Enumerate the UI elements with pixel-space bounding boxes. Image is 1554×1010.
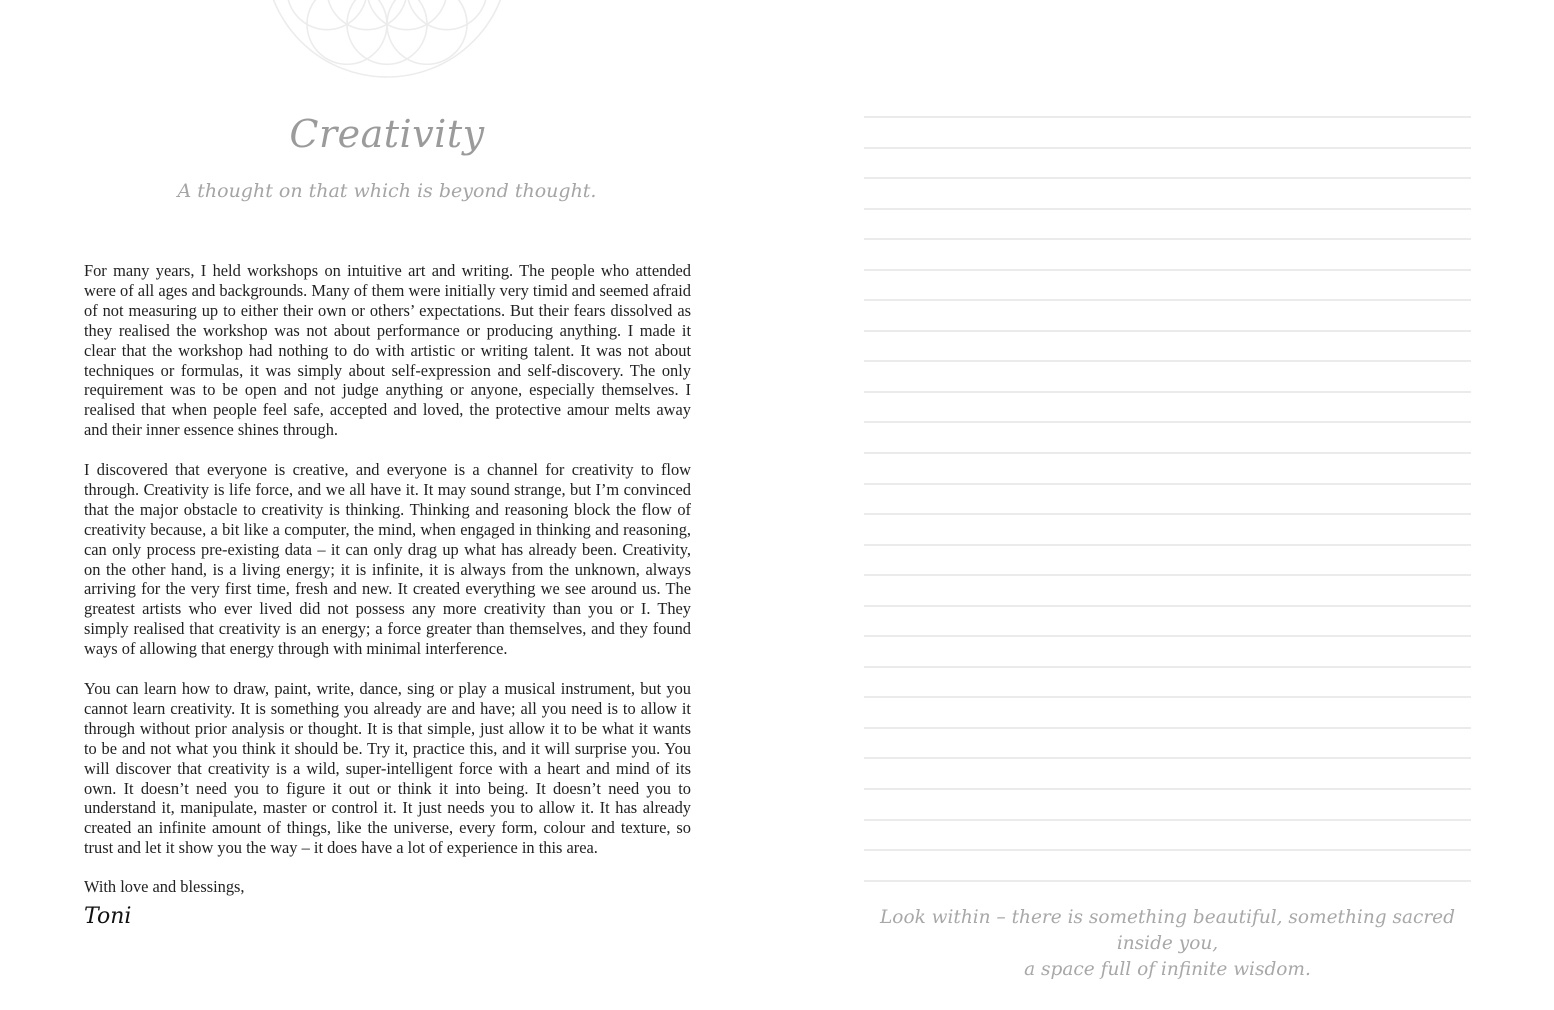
quote-line: Look within – there is something beautiful, something sacred inside you, bbox=[880, 907, 1455, 954]
paragraph: You can learn how to draw, paint, write, dance, sing or play a musical instrument, but you cannot learn creativity. It is something you already are and have; all you need is to allow it through without prior analysis or thought. It is that simple, just allow it to be what it wants to be and not what you think it should be. Try it, practice this, and it will surprise you. You will discover that creativity is a wild, super-intelligent force with a heart and mind of its own. It doesn’t need you to figure it out or think it into being. It doesn’t need you to understand it, manipulate, master or control it. It just needs you to allow it. It has already created an infinite amount of things, like the universe, every form, colour and texture, so trust and let it show you the way – it does have a lot of experience in this area. bbox=[84, 679, 691, 858]
ruled-line bbox=[864, 238, 1471, 240]
signoff: With love and blessings, bbox=[84, 877, 245, 896]
body-text bbox=[84, 261, 691, 878]
ruled-line bbox=[864, 605, 1471, 607]
quote-line: a space full of infinite wisdom. bbox=[1024, 959, 1311, 980]
paragraph: I discovered that everyone is creative, and everyone is a channel for creativity to flow through. Creativity is life force, and we all have it. It may sound strange, but I’m convinced that the major obstacle to creativity is thinking. Thinking and reasoning block the flow of creativity because, a bit like a computer, the mind, when engaged in thinking and reasoning, can only process pre-existing data – it can only drag up what has already been. Creativity, on the other hand, is a living energy; it is infinite, it is always from the unknown, always arriving for the very first time, fresh and new. It created everything we see around us. The greatest artists who ever lived did not possess any more creativity than you or I. They simply realised that creativity is an energy; a force greater than themselves, and they found ways of allowing that energy through with minimal interference. bbox=[84, 460, 691, 659]
ruled-line bbox=[864, 330, 1471, 332]
ruled-line bbox=[864, 696, 1471, 698]
ruled-line bbox=[864, 483, 1471, 485]
ruled-line bbox=[864, 757, 1471, 759]
ruled-line bbox=[864, 819, 1471, 821]
ruled-line bbox=[864, 177, 1471, 179]
ruled-line bbox=[864, 513, 1471, 515]
ruled-line bbox=[864, 391, 1471, 393]
ruled-line bbox=[864, 880, 1471, 882]
inspirational-quote bbox=[864, 905, 1471, 983]
ruled-line bbox=[864, 574, 1471, 576]
flower-of-life-icon bbox=[262, 0, 512, 80]
paragraph: For many years, I held workshops on intuitive art and writing. The people who attended were of all ages and backgrounds. Many of them were initially very timid and seemed afraid of not measuring up to either their own or others’ expectations. But their fears dissolved as they realised the workshop was not about performance or producing anything. I made it clear that the workshop had nothing to do with artistic or writing talent. It was not about techniques or formulas, it was simply about self-expression and self-discovery. The only requirement was to be open and not judge anything or anyone, especially themselves. I realised that when people feel safe, accepted and loved, the protective amour melts away and their inner essence shines through. bbox=[84, 261, 691, 440]
ruled-line bbox=[864, 544, 1471, 546]
ruled-line bbox=[864, 849, 1471, 851]
ruled-line bbox=[864, 421, 1471, 423]
writing-lines[interactable] bbox=[864, 116, 1471, 910]
chapter-subtitle: A thought on that which is beyond thought. bbox=[177, 180, 597, 202]
ruled-line bbox=[864, 360, 1471, 362]
ruled-line bbox=[864, 269, 1471, 271]
ruled-line bbox=[864, 635, 1471, 637]
signature: Toni bbox=[84, 904, 132, 929]
ruled-line bbox=[864, 727, 1471, 729]
ruled-line bbox=[864, 788, 1471, 790]
ruled-line bbox=[864, 147, 1471, 149]
ruled-line bbox=[864, 116, 1471, 118]
ruled-line bbox=[864, 666, 1471, 668]
ruled-line bbox=[864, 208, 1471, 210]
ruled-line bbox=[864, 452, 1471, 454]
ruled-line bbox=[864, 299, 1471, 301]
chapter-title: Creativity bbox=[289, 112, 485, 156]
